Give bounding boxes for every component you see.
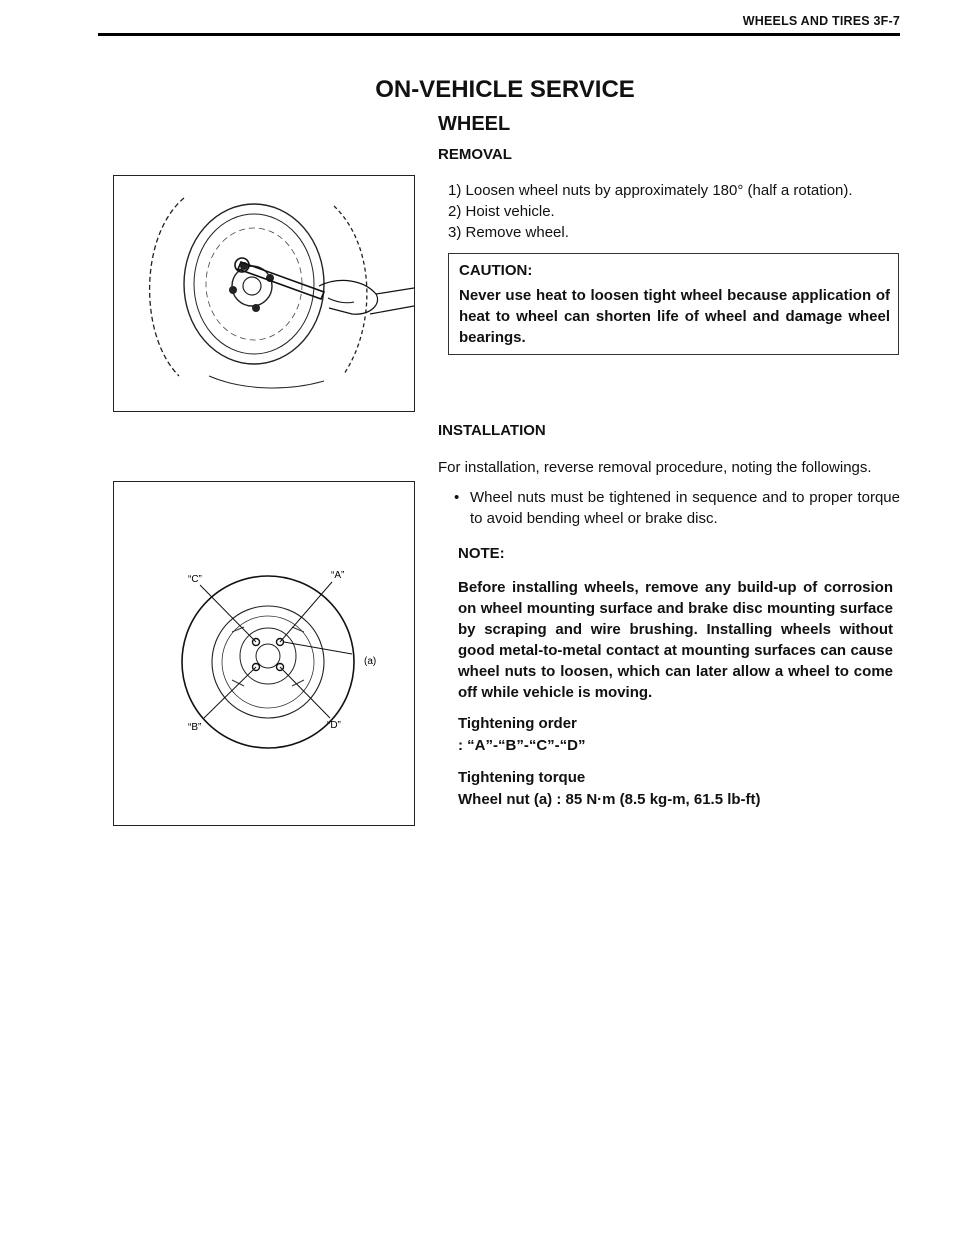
note-text: Before installing wheels, remove any build-up of corrosion on wheel mounting surface and brake disc mounting surface by scraping and wire brushing. Installing wheels without good metal-to-metal contact at mounting surfaces can cause wheel nuts to loosen, which can later allow a wheel to come off while vehicle is moving. — [458, 579, 893, 701]
wheel-removal-figure — [113, 175, 415, 412]
bullet-text: Wheel nuts must be tightened in sequence and to proper torque to avoid bending wheel or brake disc. — [470, 489, 900, 527]
removal-step: 3) Remove wheel. — [448, 224, 569, 241]
removal-step: 1) Loosen wheel nuts by approximately 180° (half a rotation). — [448, 182, 853, 199]
removal-step: 2) Hoist vehicle. — [448, 203, 555, 220]
label-nut-a: (a) — [364, 656, 377, 667]
bullet-dot: • — [454, 489, 460, 506]
section-title: ON-VEHICLE SERVICE — [375, 76, 635, 103]
wheel-heading: WHEEL — [438, 113, 511, 135]
installation-heading: INSTALLATION — [438, 422, 546, 439]
header-rule — [98, 33, 900, 36]
removal-heading: REMOVAL — [438, 146, 512, 163]
installation-bullet — [454, 487, 900, 529]
installation-intro: For installation, reverse removal procedure, noting the followings. — [438, 459, 872, 476]
caution-label: CAUTION: — [459, 262, 533, 279]
label-d: “D” — [327, 720, 341, 731]
note-label: NOTE: — [458, 545, 505, 562]
tightening-order-illustration — [114, 482, 414, 825]
tightening-order-label: Tightening order — [458, 715, 577, 732]
removal-steps — [448, 180, 853, 243]
tightening-order-figure — [113, 481, 415, 826]
wheel-removal-illustration — [114, 176, 414, 411]
caution-text: Never use heat to loosen tight wheel because application of heat to wheel can shorten life of wheel and damage wheel bearings. — [459, 287, 890, 346]
label-b: “B” — [188, 722, 202, 733]
label-a: “A” — [331, 570, 345, 581]
page-header-title: WHEELS AND TIRES 3F-7 — [742, 14, 900, 28]
tightening-torque-label: Tightening torque — [458, 769, 586, 786]
tightening-torque-value: Wheel nut (a) : 85 N·m (8.5 kg-m, 61.5 lb-ft) — [458, 791, 761, 808]
label-c: “C” — [188, 574, 202, 585]
caution-box — [448, 253, 899, 355]
tightening-order-value: : “A”-“B”-“C”-“D” — [458, 737, 586, 754]
